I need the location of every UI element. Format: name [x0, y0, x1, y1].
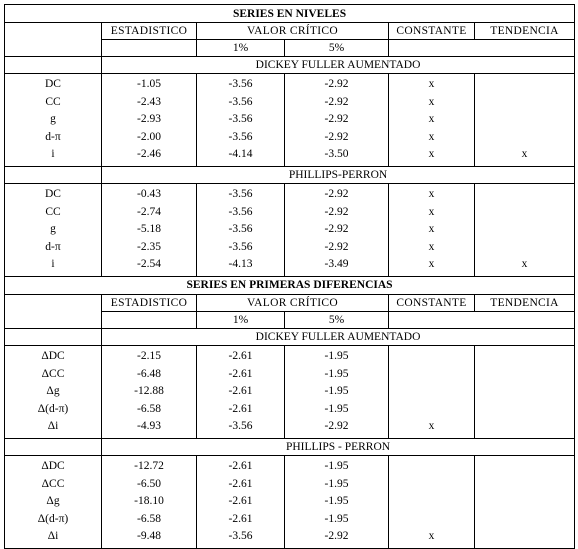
critical-value-1pct: -3.56	[197, 94, 285, 112]
critical-value-1pct: -4.13	[197, 256, 285, 276]
critical-value-1pct: -2.61	[197, 401, 285, 419]
trend-mark	[475, 366, 575, 384]
header-blank	[102, 40, 197, 57]
table-row	[5, 528, 575, 548]
header-valor-critico: VALOR CRÍTICO	[197, 294, 389, 311]
series-label: DC	[5, 183, 102, 203]
levels-title: SERIES EN NIVELES	[5, 5, 575, 23]
header-pct5: 5%	[285, 40, 389, 57]
critical-value-1pct: -2.61	[197, 476, 285, 494]
constant-mark: x	[389, 528, 475, 548]
section-title: DICKEY FULLER AUMENTADO	[102, 57, 575, 74]
series-label: g	[5, 111, 102, 129]
statistic-value: -18.10	[102, 493, 197, 511]
constant-mark	[389, 383, 475, 401]
constant-mark	[389, 511, 475, 529]
critical-value-1pct: -3.56	[197, 183, 285, 203]
statistic-value: -12.72	[102, 455, 197, 475]
critical-value-1pct: -2.61	[197, 345, 285, 365]
header-tendencia: TENDENCIA	[475, 294, 575, 311]
diffs-adf-rows	[5, 345, 575, 438]
trend-mark	[475, 455, 575, 475]
trend-mark	[475, 418, 575, 438]
statistic-value: -2.54	[102, 256, 197, 276]
series-label: d-π	[5, 129, 102, 147]
constant-mark: x	[389, 256, 475, 276]
table-row	[5, 129, 575, 147]
statistic-value: -6.48	[102, 366, 197, 384]
constant-mark	[389, 401, 475, 419]
unit-root-table-container	[4, 4, 574, 549]
section-label-blank	[5, 57, 102, 74]
critical-value-5pct: -1.95	[285, 511, 389, 529]
table-row	[5, 256, 575, 276]
critical-value-5pct: -2.92	[285, 204, 389, 222]
table-row	[5, 383, 575, 401]
header-pct1: 1%	[197, 311, 285, 328]
trend-mark: x	[475, 146, 575, 166]
constant-mark	[389, 476, 475, 494]
trend-mark	[475, 528, 575, 548]
table-row	[5, 366, 575, 384]
table-row	[5, 111, 575, 129]
table-row	[5, 345, 575, 365]
statistic-value: -6.50	[102, 476, 197, 494]
series-label: ΔDC	[5, 455, 102, 475]
table-row	[5, 493, 575, 511]
series-label: i	[5, 146, 102, 166]
critical-value-1pct: -2.61	[197, 383, 285, 401]
series-label: Δg	[5, 493, 102, 511]
critical-value-5pct: -1.95	[285, 366, 389, 384]
table-row	[5, 455, 575, 475]
trend-mark	[475, 129, 575, 147]
header-valor-critico: VALOR CRÍTICO	[197, 23, 389, 40]
critical-value-1pct: -3.56	[197, 111, 285, 129]
trend-mark	[475, 511, 575, 529]
trend-mark	[475, 383, 575, 401]
series-label: Δ(d-π)	[5, 511, 102, 529]
critical-value-5pct: -1.95	[285, 401, 389, 419]
series-label: Δi	[5, 528, 102, 548]
statistic-value: -12.88	[102, 383, 197, 401]
statistic-value: -4.93	[102, 418, 197, 438]
trend-mark	[475, 204, 575, 222]
statistic-value: -2.35	[102, 239, 197, 257]
constant-mark: x	[389, 74, 475, 94]
constant-mark: x	[389, 239, 475, 257]
series-label: DC	[5, 74, 102, 94]
critical-value-1pct: -4.14	[197, 146, 285, 166]
statistic-value: -0.43	[102, 183, 197, 203]
constant-mark	[389, 493, 475, 511]
diffs-pp-rows	[5, 455, 575, 548]
statistic-value: -2.93	[102, 111, 197, 129]
statistic-value: -2.15	[102, 345, 197, 365]
section-title: DICKEY FULLER AUMENTADO	[102, 328, 575, 345]
series-label: Δg	[5, 383, 102, 401]
diffs-block	[5, 276, 575, 345]
constant-mark: x	[389, 183, 475, 203]
table-row	[5, 239, 575, 257]
critical-value-5pct: -2.92	[285, 221, 389, 239]
diffs-pp-header	[5, 438, 575, 455]
critical-value-5pct: -2.92	[285, 183, 389, 203]
critical-value-5pct: -3.49	[285, 256, 389, 276]
critical-value-5pct: -2.92	[285, 239, 389, 257]
critical-value-1pct: -3.56	[197, 204, 285, 222]
constant-mark	[389, 345, 475, 365]
critical-value-5pct: -1.95	[285, 476, 389, 494]
critical-value-1pct: -3.56	[197, 239, 285, 257]
series-label: CC	[5, 94, 102, 112]
statistic-value: -5.18	[102, 221, 197, 239]
critical-value-5pct: -2.92	[285, 129, 389, 147]
trend-mark	[475, 221, 575, 239]
critical-value-5pct: -1.95	[285, 493, 389, 511]
critical-value-1pct: -3.56	[197, 74, 285, 94]
header-blank	[5, 294, 102, 328]
trend-mark	[475, 74, 575, 94]
critical-value-5pct: -2.92	[285, 74, 389, 94]
series-label: i	[5, 256, 102, 276]
critical-value-1pct: -2.61	[197, 511, 285, 529]
levels-adf-rows	[5, 74, 575, 167]
constant-mark: x	[389, 129, 475, 147]
trend-mark	[475, 476, 575, 494]
critical-value-1pct: -3.56	[197, 418, 285, 438]
critical-value-5pct: -1.95	[285, 383, 389, 401]
trend-mark	[475, 183, 575, 203]
critical-value-1pct: -3.56	[197, 221, 285, 239]
table-row	[5, 511, 575, 529]
table-row	[5, 74, 575, 94]
diffs-title: SERIES EN PRIMERAS DIFERENCIAS	[5, 276, 575, 294]
header-blank	[389, 311, 575, 328]
table-row	[5, 183, 575, 203]
critical-value-1pct: -2.61	[197, 455, 285, 475]
series-label: d-π	[5, 239, 102, 257]
critical-value-5pct: -1.95	[285, 345, 389, 365]
header-pct1: 1%	[197, 40, 285, 57]
table-row	[5, 94, 575, 112]
critical-value-5pct: -2.92	[285, 111, 389, 129]
levels-pp-rows	[5, 183, 575, 276]
constant-mark: x	[389, 111, 475, 129]
levels-pp-header	[5, 166, 575, 183]
trend-mark	[475, 239, 575, 257]
section-label-blank	[5, 438, 102, 455]
table-row	[5, 146, 575, 166]
series-label: g	[5, 221, 102, 239]
table-row	[5, 401, 575, 419]
trend-mark	[475, 94, 575, 112]
critical-value-1pct: -3.56	[197, 528, 285, 548]
trend-mark	[475, 401, 575, 419]
constant-mark	[389, 455, 475, 475]
section-title: PHILLIPS-PERRON	[102, 166, 575, 183]
table-row	[5, 418, 575, 438]
statistic-value: -2.43	[102, 94, 197, 112]
table-row	[5, 204, 575, 222]
constant-mark: x	[389, 146, 475, 166]
statistic-value: -6.58	[102, 401, 197, 419]
unit-root-table	[4, 4, 575, 549]
series-label: CC	[5, 204, 102, 222]
header-estadistico: ESTADISTICO	[102, 23, 197, 40]
header-pct5: 5%	[285, 311, 389, 328]
critical-value-1pct: -2.61	[197, 493, 285, 511]
table-row	[5, 476, 575, 494]
series-label: ΔCC	[5, 476, 102, 494]
constant-mark	[389, 366, 475, 384]
statistic-value: -6.58	[102, 511, 197, 529]
section-label-blank	[5, 166, 102, 183]
statistic-value: -2.00	[102, 129, 197, 147]
critical-value-5pct: -2.92	[285, 94, 389, 112]
section-label-blank	[5, 328, 102, 345]
section-title: PHILLIPS - PERRON	[102, 438, 575, 455]
header-blank	[389, 40, 575, 57]
critical-value-1pct: -3.56	[197, 129, 285, 147]
trend-mark: x	[475, 256, 575, 276]
critical-value-5pct: -1.95	[285, 455, 389, 475]
series-label: ΔCC	[5, 366, 102, 384]
statistic-value: -2.46	[102, 146, 197, 166]
statistic-value: -9.48	[102, 528, 197, 548]
header-estadistico: ESTADISTICO	[102, 294, 197, 311]
series-label: Δi	[5, 418, 102, 438]
header-constante: CONSTANTE	[389, 294, 475, 311]
levels-block	[5, 5, 575, 74]
table-row	[5, 221, 575, 239]
constant-mark: x	[389, 418, 475, 438]
critical-value-5pct: -3.50	[285, 146, 389, 166]
statistic-value: -2.74	[102, 204, 197, 222]
header-blank	[102, 311, 197, 328]
constant-mark: x	[389, 94, 475, 112]
series-label: ΔDC	[5, 345, 102, 365]
header-tendencia: TENDENCIA	[475, 23, 575, 40]
critical-value-5pct: -2.92	[285, 418, 389, 438]
critical-value-1pct: -2.61	[197, 366, 285, 384]
trend-mark	[475, 493, 575, 511]
header-constante: CONSTANTE	[389, 23, 475, 40]
series-label: Δ(d-π)	[5, 401, 102, 419]
trend-mark	[475, 111, 575, 129]
constant-mark: x	[389, 221, 475, 239]
trend-mark	[475, 345, 575, 365]
critical-value-5pct: -2.92	[285, 528, 389, 548]
statistic-value: -1.05	[102, 74, 197, 94]
constant-mark: x	[389, 204, 475, 222]
header-blank	[5, 23, 102, 57]
